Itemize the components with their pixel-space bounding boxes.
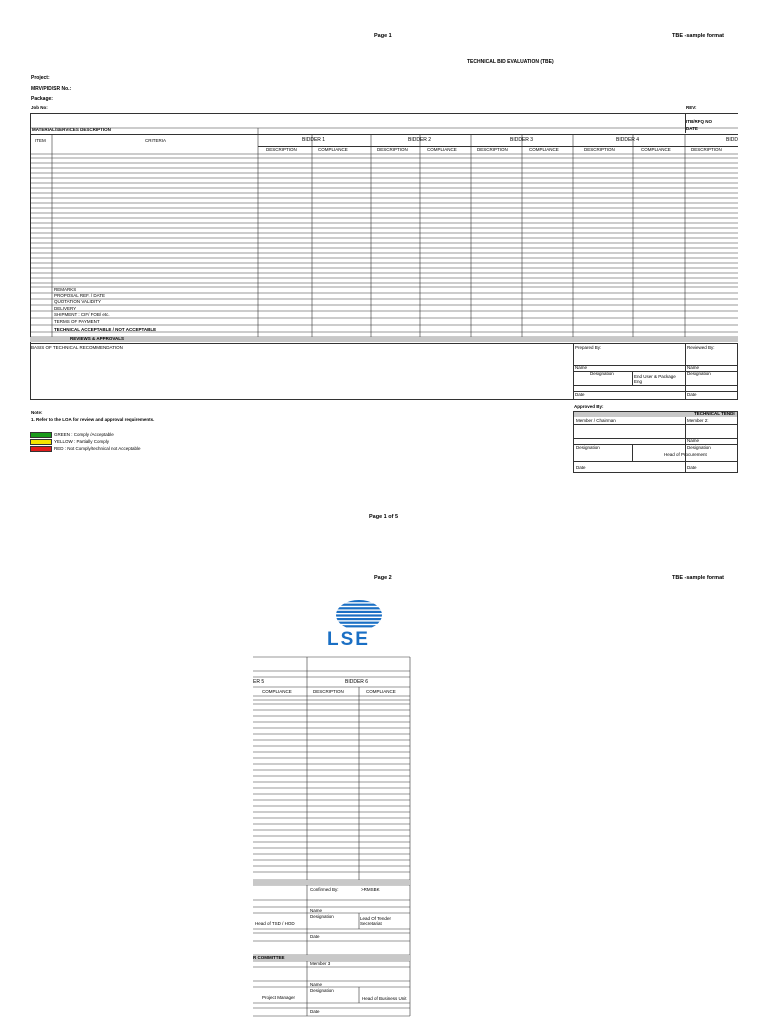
material-label: MATERIAL/SERVICES DESCRIPTION xyxy=(32,127,111,132)
p2-comp-5: COMPLIANCE xyxy=(262,689,292,694)
member-chairman: Member / Chairman xyxy=(576,418,616,423)
sub-desc-3: DESCRIPTION xyxy=(477,147,508,152)
sub-comp-1: COMPLIANCE xyxy=(318,147,348,152)
package-label: Package: xyxy=(31,96,53,102)
date-field: Date xyxy=(576,465,586,470)
designation-label: Designation xyxy=(310,988,334,993)
page1-page-label: Page 1 xyxy=(374,33,392,39)
itb-label: ITB/RFQ NO xyxy=(686,119,712,124)
designation-label: Designation xyxy=(590,371,614,376)
sub-desc-2: DESCRIPTION xyxy=(377,147,408,152)
summary-row-label: QUOTATION VALIDITY xyxy=(54,299,102,304)
name-label: Name xyxy=(310,982,323,987)
date-field: Date xyxy=(687,465,697,470)
reviews-label: REVIEWS & APPROVALS xyxy=(70,336,125,341)
date-label: DATE xyxy=(686,126,698,131)
bidder-4-header: BIDDER 4 xyxy=(616,137,640,143)
basis-label: BASIS OF TECHNICAL RECOMMENDATION xyxy=(31,345,123,350)
page2-page-label: Page 2 xyxy=(374,575,392,581)
head-tsd: Head of TSD / HOD xyxy=(255,921,295,926)
name-label: Name xyxy=(687,365,700,370)
note-text: 1. Refer to the LOA for review and approval requirements. xyxy=(31,417,155,422)
reviewed-by: Reviewed By: xyxy=(687,345,715,350)
lead-tender: Lead Of Tender Secretariat xyxy=(360,916,391,926)
technical-tender-label: TECHNICAL TENDI xyxy=(694,411,735,416)
date-field: Date xyxy=(575,392,585,397)
reviews-bar-p2 xyxy=(253,880,410,885)
summary-row-label: TECHNICAL ACCEPTABLE / NOT ACCEPTABLE xyxy=(54,327,157,332)
member-3: Member 3 xyxy=(310,961,331,966)
end-user-label: End User & Package Eng xyxy=(634,374,676,384)
bidder-1-header: BIDDER 1 xyxy=(302,137,326,143)
sub-desc-4: DESCRIPTION xyxy=(584,147,615,152)
bidder-2-header: BIDDER 2 xyxy=(408,137,432,143)
criteria-header: CRITERIA xyxy=(145,138,167,143)
designation-label: Designation xyxy=(310,914,334,919)
member-2: Member 2: xyxy=(687,418,709,423)
name-label: Name xyxy=(310,908,323,913)
designation-label: Designation xyxy=(576,445,600,450)
legend-red-text: RED : Not Comply/technical not Acceptable xyxy=(54,446,141,451)
item-header: ITEM xyxy=(35,138,46,143)
bidder-5-header: BIDD xyxy=(726,137,738,143)
date-field: Date xyxy=(310,1009,320,1014)
date-field: Date xyxy=(310,934,320,939)
name-label: Name xyxy=(575,365,588,370)
page2-format-label: TBE -sample format xyxy=(672,575,724,581)
project-label: Project: xyxy=(31,75,50,81)
note-label: Note: xyxy=(31,410,43,415)
summary-row-label: TERMS OF PAYMENT xyxy=(54,319,100,324)
page1-title: TECHNICAL BID EVALUATION (TBE) xyxy=(467,59,554,65)
head-procurement: Head of Procurement xyxy=(664,452,707,457)
p2-desc-6: DESCRIPTION xyxy=(313,689,344,694)
head-business-unit: Head of Business Unit xyxy=(362,996,407,1001)
page1-footer: Page 1 of 5 xyxy=(369,514,399,520)
job-label: Job No: xyxy=(31,105,48,110)
page1-format-label: TBE -sample format xyxy=(672,33,724,39)
summary-row-label: SHIPMENT : CIF/ FOB/ etc. xyxy=(54,312,110,317)
bidder-6-header: BIDDER 6 xyxy=(345,679,369,685)
rev-label: REV: xyxy=(686,105,697,110)
legend-yellow-text: YELLOW : Partially Comply xyxy=(54,439,110,444)
name-label: Name xyxy=(687,438,700,443)
legend-green-text: GREEN : Comply /Acceptable xyxy=(54,432,114,437)
designation-label: Designation xyxy=(687,371,711,376)
committee-label: R COMMITTEE xyxy=(253,955,285,960)
project-manager: Project Manager xyxy=(262,995,296,1000)
sub-comp-4: COMPLIANCE xyxy=(641,147,671,152)
sub-comp-3: COMPLIANCE xyxy=(529,147,559,152)
summary-row-label: PROPOSAL REF. / DATE xyxy=(54,293,106,298)
prepared-by: Prepared By: xyxy=(575,345,602,350)
bidder-3-header: BIDDER 3 xyxy=(510,137,534,143)
sub-comp-2: COMPLIANCE xyxy=(427,147,457,152)
summary-row-label: REMARKS xyxy=(54,287,77,292)
sub-desc-5: DESCRIPTION xyxy=(691,147,722,152)
date-field: Date xyxy=(687,392,697,397)
designation-label: Designation xyxy=(687,445,711,450)
sub-desc-1: DESCRIPTION xyxy=(266,147,297,152)
approved-by: Approved By: xyxy=(574,404,604,409)
rmsbk: >RMSBK xyxy=(361,887,380,892)
summary-row-label: DELIVERY xyxy=(54,306,77,311)
mrv-label: MRV/PID/SR No.: xyxy=(31,86,72,92)
p2-comp-6: COMPLIANCE xyxy=(366,689,396,694)
logo-text: LSE xyxy=(327,629,370,650)
confirmed-by: Confirmed By: xyxy=(310,887,339,892)
bidder-5-partial: ER 5 xyxy=(253,679,265,685)
